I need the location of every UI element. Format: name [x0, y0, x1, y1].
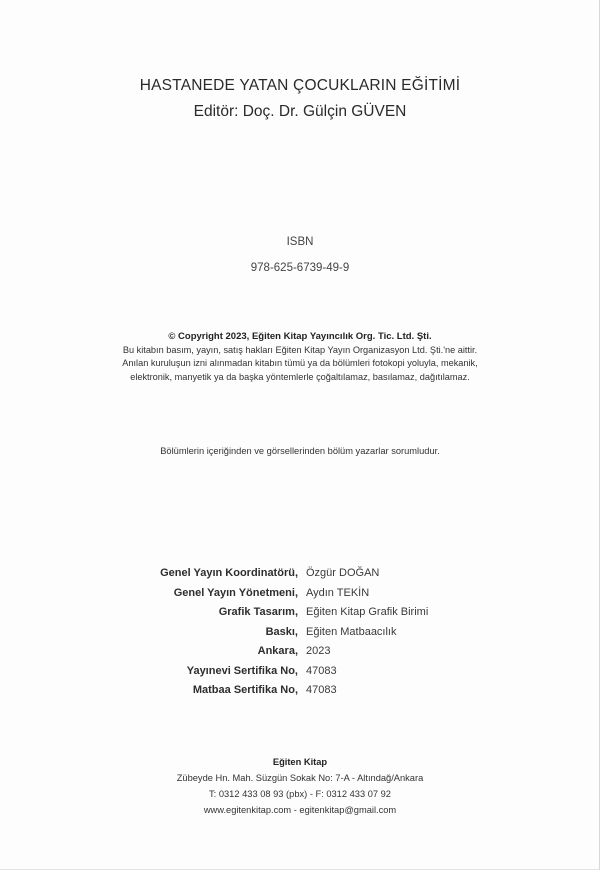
book-editor: Editör: Doç. Dr. Gülçin GÜVEN [193, 103, 407, 120]
book-title: HASTANEDE YATAN ÇOCUKLARIN EĞİTİMİ [139, 77, 461, 94]
credits-list [0, 567, 600, 704]
credit-label: Baskı, [265, 625, 298, 638]
credit-row [0, 626, 600, 646]
copyright-line: Anılan kuruluşun izni alınmadan kitabın tümü ya da bölümleri fotokopi yoluyla, mekanik, [122, 358, 478, 368]
publisher-name: Eğiten Kitap [272, 757, 328, 767]
publisher-address: Zübeyde Hn. Mah. Süzgün Sokak No: 7-A - Altındağ/Ankara [176, 773, 424, 783]
credit-label: Genel Yayın Yönetmeni, [173, 586, 298, 599]
copyright-heading: © Copyright 2023, Eğiten Kitap Yayıncılık Org. Tic. Ltd. Şti. [168, 331, 432, 342]
credit-row [0, 684, 600, 704]
credit-row [0, 567, 600, 587]
credit-label: Yayınevi Sertifika No, [186, 664, 298, 677]
credit-value: Özgür DOĞAN [306, 567, 380, 579]
responsibility-note: Bölümlerin içeriğinden ve görsellerinden bölüm yazarlar sorumludur. [160, 446, 440, 456]
credit-value: 47083 [306, 684, 337, 696]
publisher-web: www.egitenkitap.com - egitenkitap@gmail.com [203, 805, 397, 815]
credit-value: Aydın TEKİN [306, 586, 370, 599]
credit-row [0, 645, 600, 665]
publisher-info [0, 754, 600, 818]
credit-value: Eğiten Kitap Grafik Birimi [306, 606, 429, 618]
credit-value: 2023 [306, 645, 331, 657]
copyright-line: Bu kitabın basım, yayın, satış hakları Eğiten Kitap Yayın Organizasyon Ltd. Şti.'ne aittir. [122, 344, 478, 355]
copyright-line: elektronik, manyetik ya da başka yöntemlerle çoğaltılamaz, basılamaz, dağıtılamaz. [130, 371, 470, 382]
credit-row [0, 665, 600, 685]
copyright-notice [0, 330, 600, 384]
credit-value: 47083 [306, 664, 337, 677]
credit-value: Eğiten Matbaacılık [306, 625, 397, 638]
credit-label: Grafik Tasarım, [218, 606, 298, 618]
credit-label: Matbaa Sertifika No, [192, 684, 298, 696]
isbn-label: ISBN [286, 236, 314, 248]
credit-row [0, 606, 600, 626]
credit-label: Genel Yayın Koordinatörü, [160, 567, 298, 579]
credit-row [0, 587, 600, 607]
isbn-number: 978-625-6739-49-9 [250, 262, 350, 274]
publisher-phone: T: 0312 433 08 93 (pbx) - F: 0312 433 07 92 [209, 789, 391, 799]
credit-label: Ankara, [257, 645, 298, 657]
